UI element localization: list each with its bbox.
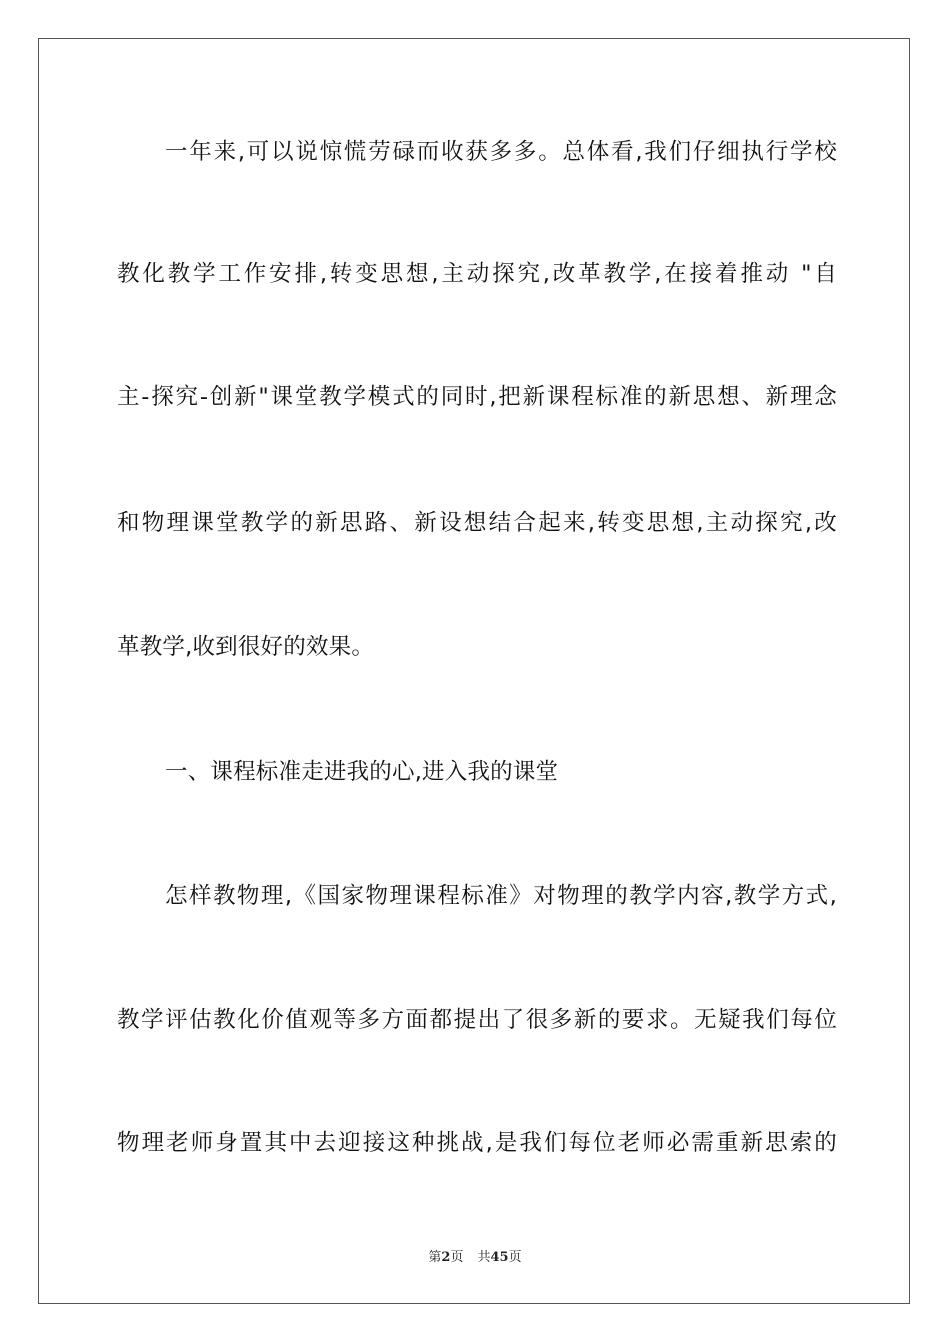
paragraph-1-line-3: 主-探究-创新"课堂教学模式的同时,把新课程标准的新思想、新理念 bbox=[117, 384, 837, 410]
paragraph-2-line-1: 怎样教物理,《国家物理课程标准》对物理的教学内容,教学方式, bbox=[165, 883, 837, 909]
page-footer bbox=[0, 1246, 950, 1265]
paragraph-1-line-1: 一年来,可以说惊慌劳碌而收获多多。总体看,我们仔细执行学校 bbox=[165, 139, 837, 165]
paragraph-2-line-2: 教学评估教化价值观等多方面都提出了很多新的要求。无疑我们每位 bbox=[117, 1007, 837, 1033]
paragraph-2-line-3: 物理老师身置其中去迎接这种挑战,是我们每位老师必需重新思索的 bbox=[117, 1130, 837, 1156]
footer-page-prefix: 第 bbox=[428, 1250, 442, 1265]
page-border bbox=[38, 38, 910, 1304]
footer-page-suffix: 页 bbox=[450, 1250, 464, 1265]
footer-total-prefix: 共 bbox=[477, 1250, 491, 1265]
paragraph-1-line-4: 和物理课堂教学的新思路、新设想结合起来,转变思想,主动探究,改 bbox=[117, 510, 837, 536]
paragraph-1-line-2: 教化教学工作安排,转变思想,主动探究,改革教学,在接着推动 "自 bbox=[117, 261, 837, 287]
section-heading: 一、课程标准走进我的心,进入我的课堂 bbox=[165, 759, 559, 785]
footer-total-pages: 45 bbox=[490, 1250, 509, 1265]
paragraph-1-line-5: 革教学,收到很好的效果。 bbox=[117, 634, 375, 660]
footer-total-suffix: 页 bbox=[508, 1250, 522, 1265]
footer-page-number: 2 bbox=[441, 1250, 451, 1265]
